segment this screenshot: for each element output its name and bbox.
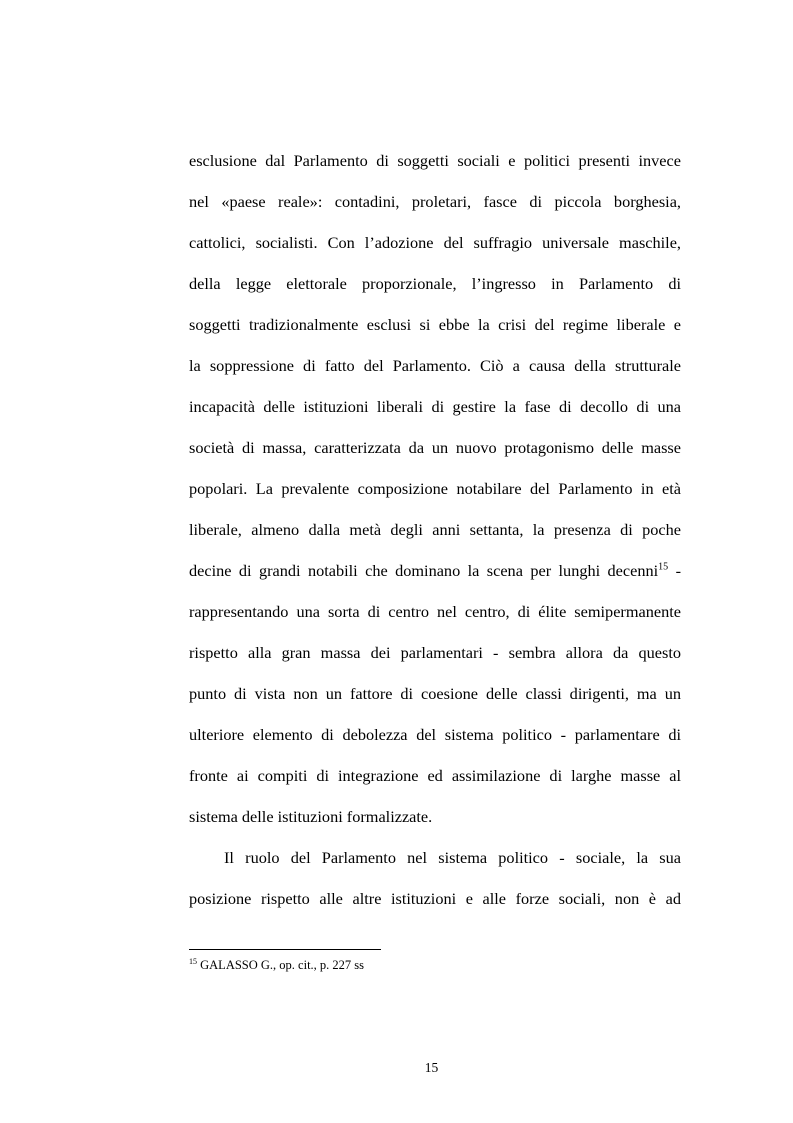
text-line: popolari. La prevalente composizione notabilare del Parlamento in età	[189, 479, 681, 498]
text-line: società di massa, caratterizzata da un nuovo protagonismo delle masse	[189, 438, 681, 457]
text-line: posizione rispetto alle altre istituzioni e alle forze sociali, non è ad	[189, 889, 681, 908]
footnote-text: GALASSO G., op. cit., p. 227 ss	[197, 958, 365, 972]
body-text	[189, 146, 681, 925]
text-line: liberale, almeno dalla metà degli anni settanta, la presenza di poche	[189, 520, 681, 539]
text-line: fronte ai compiti di integrazione ed assimilazione di larghe masse al	[189, 766, 681, 785]
text-line: rappresentando una sorta di centro nel centro, di élite semipermanente	[189, 602, 681, 621]
text-line: ulteriore elemento di debolezza del sistema politico - parlamentare di	[189, 725, 681, 744]
text-line: incapacità delle istituzioni liberali di gestire la fase di decollo di una	[189, 397, 681, 416]
text-line: punto di vista non un fattore di coesione delle classi dirigenti, ma un	[189, 684, 681, 703]
text-line: rispetto alla gran massa dei parlamentari - sembra allora da questo	[189, 643, 681, 662]
footnote-reference: 15	[658, 561, 669, 573]
text-line: soggetti tradizionalmente esclusi si ebbe la crisi del regime liberale e	[189, 315, 681, 334]
text-line: Il ruolo del Parlamento nel sistema politico - sociale, la sua	[224, 848, 681, 867]
page-number: 15	[424, 1060, 439, 1075]
footnote-separator	[189, 949, 381, 950]
text-line-content: decine di grandi notabili che dominano la scena per lunghi decenni	[189, 561, 659, 580]
text-line: esclusione dal Parlamento di soggetti sociali e politici presenti invece	[189, 151, 681, 170]
text-line: della legge elettorale proporzionale, l’ingresso in Parlamento di	[189, 274, 681, 293]
text-line-with-footnote-ref	[189, 556, 681, 597]
text-line: nel «paese reale»: contadini, proletari, fasce di piccola borghesia,	[189, 192, 681, 211]
text-line-tail: -	[668, 561, 681, 580]
footnote-number: 15	[189, 956, 197, 966]
text-line: sistema delle istituzioni formalizzate.	[189, 807, 433, 826]
text-line: cattolici, socialisti. Con l’adozione del suffragio universale maschile,	[189, 233, 681, 252]
footnote	[189, 957, 364, 973]
text-line: la soppressione di fatto del Parlamento. Ciò a causa della strutturale	[189, 356, 681, 375]
